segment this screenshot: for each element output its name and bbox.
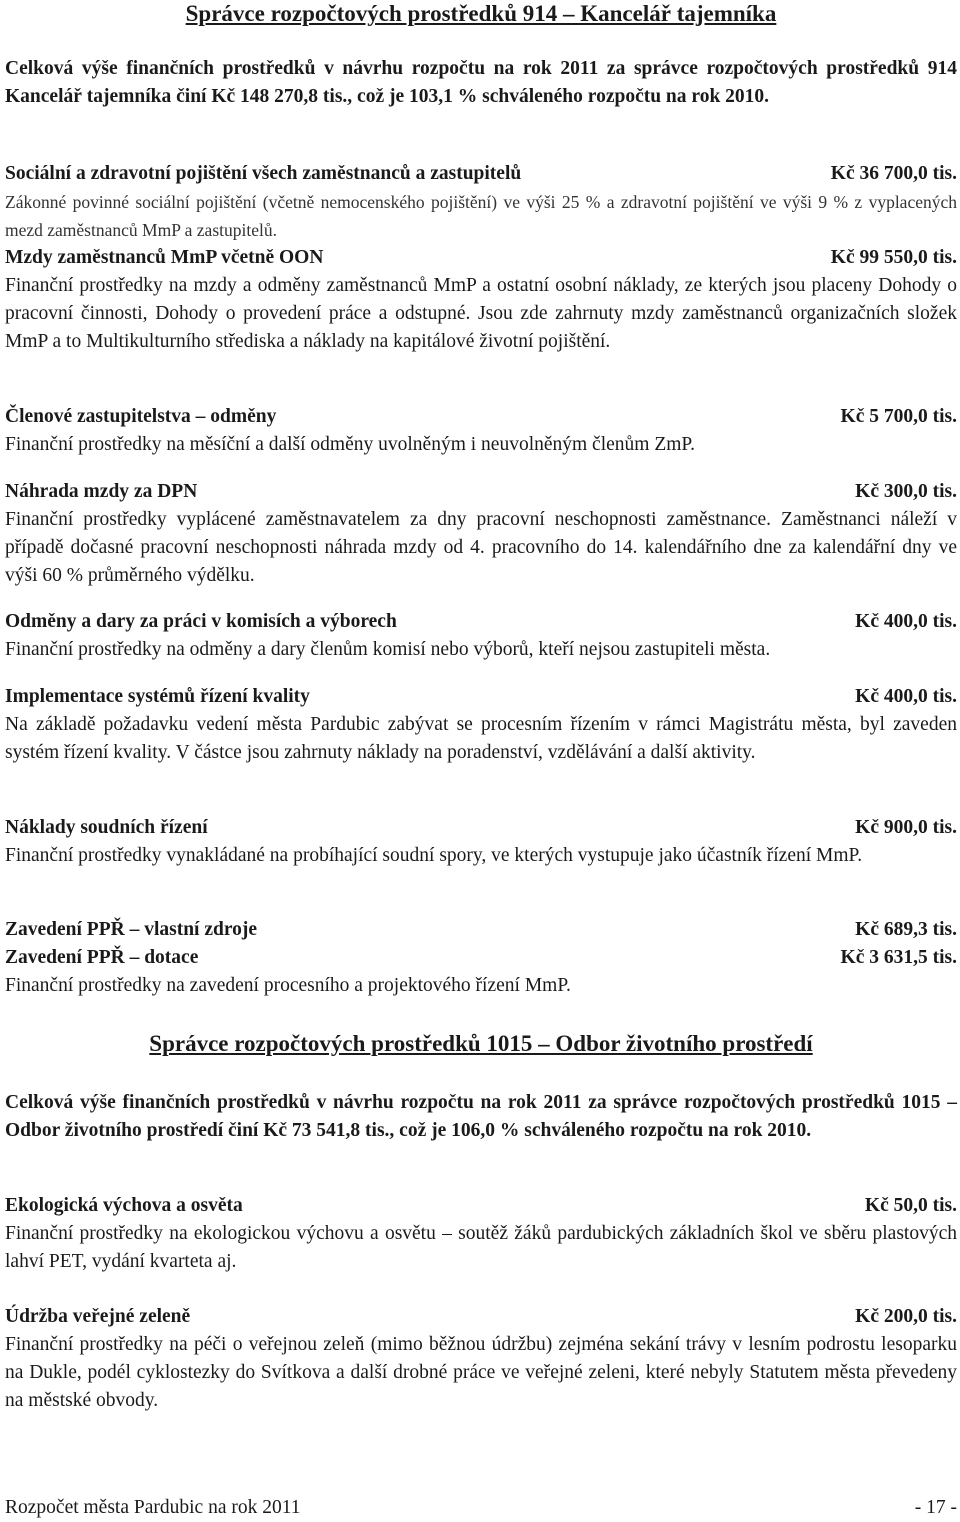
- item-description: Finanční prostředky na mzdy a odměny zaměstnanců MmP a ostatní osobní náklady, ze kterých jsou placeny Dohody o pracovní činnosti, Dohody o provedení práce a odstupné. Jsou zde zahrnuty mzdy zaměstnanců organizačních složek MmP a to Multikulturního střediska a náklady na kapitálové životní pojištění.: [5, 275, 957, 352]
- item-amount: Kč 689,3 tis.: [855, 919, 957, 940]
- item-header: [5, 244, 957, 272]
- item-description: Na základě požadavku vedení města Pardubic zabývat se procesním řízením v rámci Magistrátu města, byl zaveden systém řízení kvality. V částce jsou zahrnuty náklady na poradenství, vzdělávání a další aktivity.: [5, 714, 957, 763]
- summary-text: Celková výše finančních prostředků v návrhu rozpočtu na rok 2011 za správce rozpočtových prostředků 1015 – Odbor životního prostředí činí Kč 73 541,8 tis., což je 106,0 % schváleného rozpočtu na rok 2010.: [5, 1092, 957, 1141]
- item-amount: Kč 300,0 tis.: [855, 481, 957, 502]
- budget-item-eco-education: [5, 1192, 957, 1276]
- item-amount: Kč 400,0 tis.: [855, 611, 957, 632]
- page-footer: [5, 1494, 957, 1522]
- item-header: [5, 478, 957, 506]
- item-name: Zavedení PPŘ – dotace: [5, 947, 199, 968]
- item-amount: Kč 5 700,0 tis.: [840, 406, 957, 427]
- item-description: Finanční prostředky na odměny a dary členům komisí nebo výborů, kteří nejsou zastupiteli města.: [5, 639, 771, 660]
- section-summary-1015: [5, 1089, 957, 1145]
- item-name: Sociální a zdravotní pojištění všech zaměstnanců a zastupitelů: [5, 163, 522, 184]
- budget-item-wages: [5, 244, 957, 356]
- item-description: Finanční prostředky na zavedení procesního a projektového řízení MmP.: [5, 975, 571, 996]
- item-name: Mzdy zaměstnanců MmP včetně OON: [5, 247, 324, 268]
- item-amount: Kč 400,0 tis.: [855, 686, 957, 707]
- item-name: Členové zastupitelstva – odměny: [5, 406, 277, 427]
- item-header: [5, 403, 957, 431]
- item-header: [5, 1192, 957, 1220]
- footer-document-title: Rozpočet města Pardubic na rok 2011: [5, 1497, 301, 1518]
- page-number: - 17 -: [914, 1497, 957, 1518]
- item-name: Ekologická výchova a osvěta: [5, 1195, 243, 1216]
- summary-text: Celková výše finančních prostředků v návrhu rozpočtu na rok 2011 za správce rozpočtových prostředků 914 Kancelář tajemníka činí Kč 148 270,8 tis., což je 103,1 % schváleného rozpočtu na rok 2010.: [5, 58, 957, 107]
- item-description: Finanční prostředky na měsíční a další odměny uvolněným i neuvolněným členům ZmP.: [5, 434, 695, 455]
- budget-item-court-costs: [5, 814, 957, 870]
- item-amount: Kč 900,0 tis.: [855, 817, 957, 838]
- item-description: Finanční prostředky vynakládané na probíhající soudní spory, ve kterých vystupuje jako účastník řízení MmP.: [5, 845, 863, 866]
- section-summary-914: [5, 55, 957, 111]
- item-amount: Kč 3 631,5 tis.: [840, 947, 957, 968]
- item-description: Finanční prostředky na ekologickou výchovu a osvětu – soutěž žáků pardubických základních škol ve sběru plastových lahví PET, vydání kvarteta aj.: [5, 1223, 957, 1272]
- item-amount: Kč 36 700,0 tis.: [830, 163, 957, 184]
- budget-item-ppr: [5, 916, 957, 1000]
- item-header: [5, 160, 957, 188]
- item-header: [5, 608, 957, 636]
- budget-item-sick-pay: [5, 478, 957, 590]
- section-title-914: Správce rozpočtových prostředků 914 – Kancelář tajemníka: [185, 1, 777, 26]
- budget-item-quality-management: [5, 683, 957, 767]
- item-name: Náklady soudních řízení: [5, 817, 208, 838]
- item-description: Zákonné povinné sociální pojištění (včetně nemocenského pojištění) ve výši 25 % a zdravotní pojištění ve výši 9 % z vyplacených mezd zaměstnanců MmP a zastupitelů.: [5, 192, 957, 240]
- item-name: Náhrada mzdy za DPN: [5, 481, 198, 502]
- budget-item-green-maintenance: [5, 1303, 957, 1415]
- item-amount: Kč 200,0 tis.: [855, 1306, 957, 1327]
- item-amount: Kč 99 550,0 tis.: [830, 247, 957, 268]
- item-name: Zavedení PPŘ – vlastní zdroje: [5, 919, 258, 940]
- budget-item-social-insurance: [5, 160, 957, 244]
- item-header: [5, 944, 957, 972]
- budget-item-council-rewards: [5, 403, 957, 459]
- item-amount: Kč 50,0 tis.: [864, 1195, 957, 1216]
- item-description: Finanční prostředky vyplácené zaměstnavatelem za dny pracovní neschopnosti zaměstnance. Zaměstnanci náleží v případě dočasné pracovní neschopnosti náhrada mzdy od 4. pracovního do 14. kalendářního dne za kalendářní dny ve výši 60 % průměrného výdělku.: [5, 509, 957, 586]
- item-header: [5, 683, 957, 711]
- item-header: [5, 1303, 957, 1331]
- item-header: [5, 916, 957, 944]
- item-description: Finanční prostředky na péči o veřejnou zeleň (mimo běžnou údržbu) zejména sekání trávy v lesním podrostu lesoparku na Dukle, podél cyklostezky do Svítkova a další drobné práce ve veřejné zeleni, které nebyly Statutem města převedeny na městské obvody.: [5, 1334, 957, 1411]
- item-name: Implementace systémů řízení kvality: [5, 686, 310, 707]
- item-name: Odměny a dary za práci v komisích a výborech: [5, 611, 397, 632]
- item-header: [5, 814, 957, 842]
- section-title-1015: Správce rozpočtových prostředků 1015 – Odbor životního prostředí: [149, 1031, 813, 1056]
- item-name: Údržba veřejné zeleně: [5, 1306, 191, 1327]
- budget-item-committee-rewards: [5, 608, 957, 664]
